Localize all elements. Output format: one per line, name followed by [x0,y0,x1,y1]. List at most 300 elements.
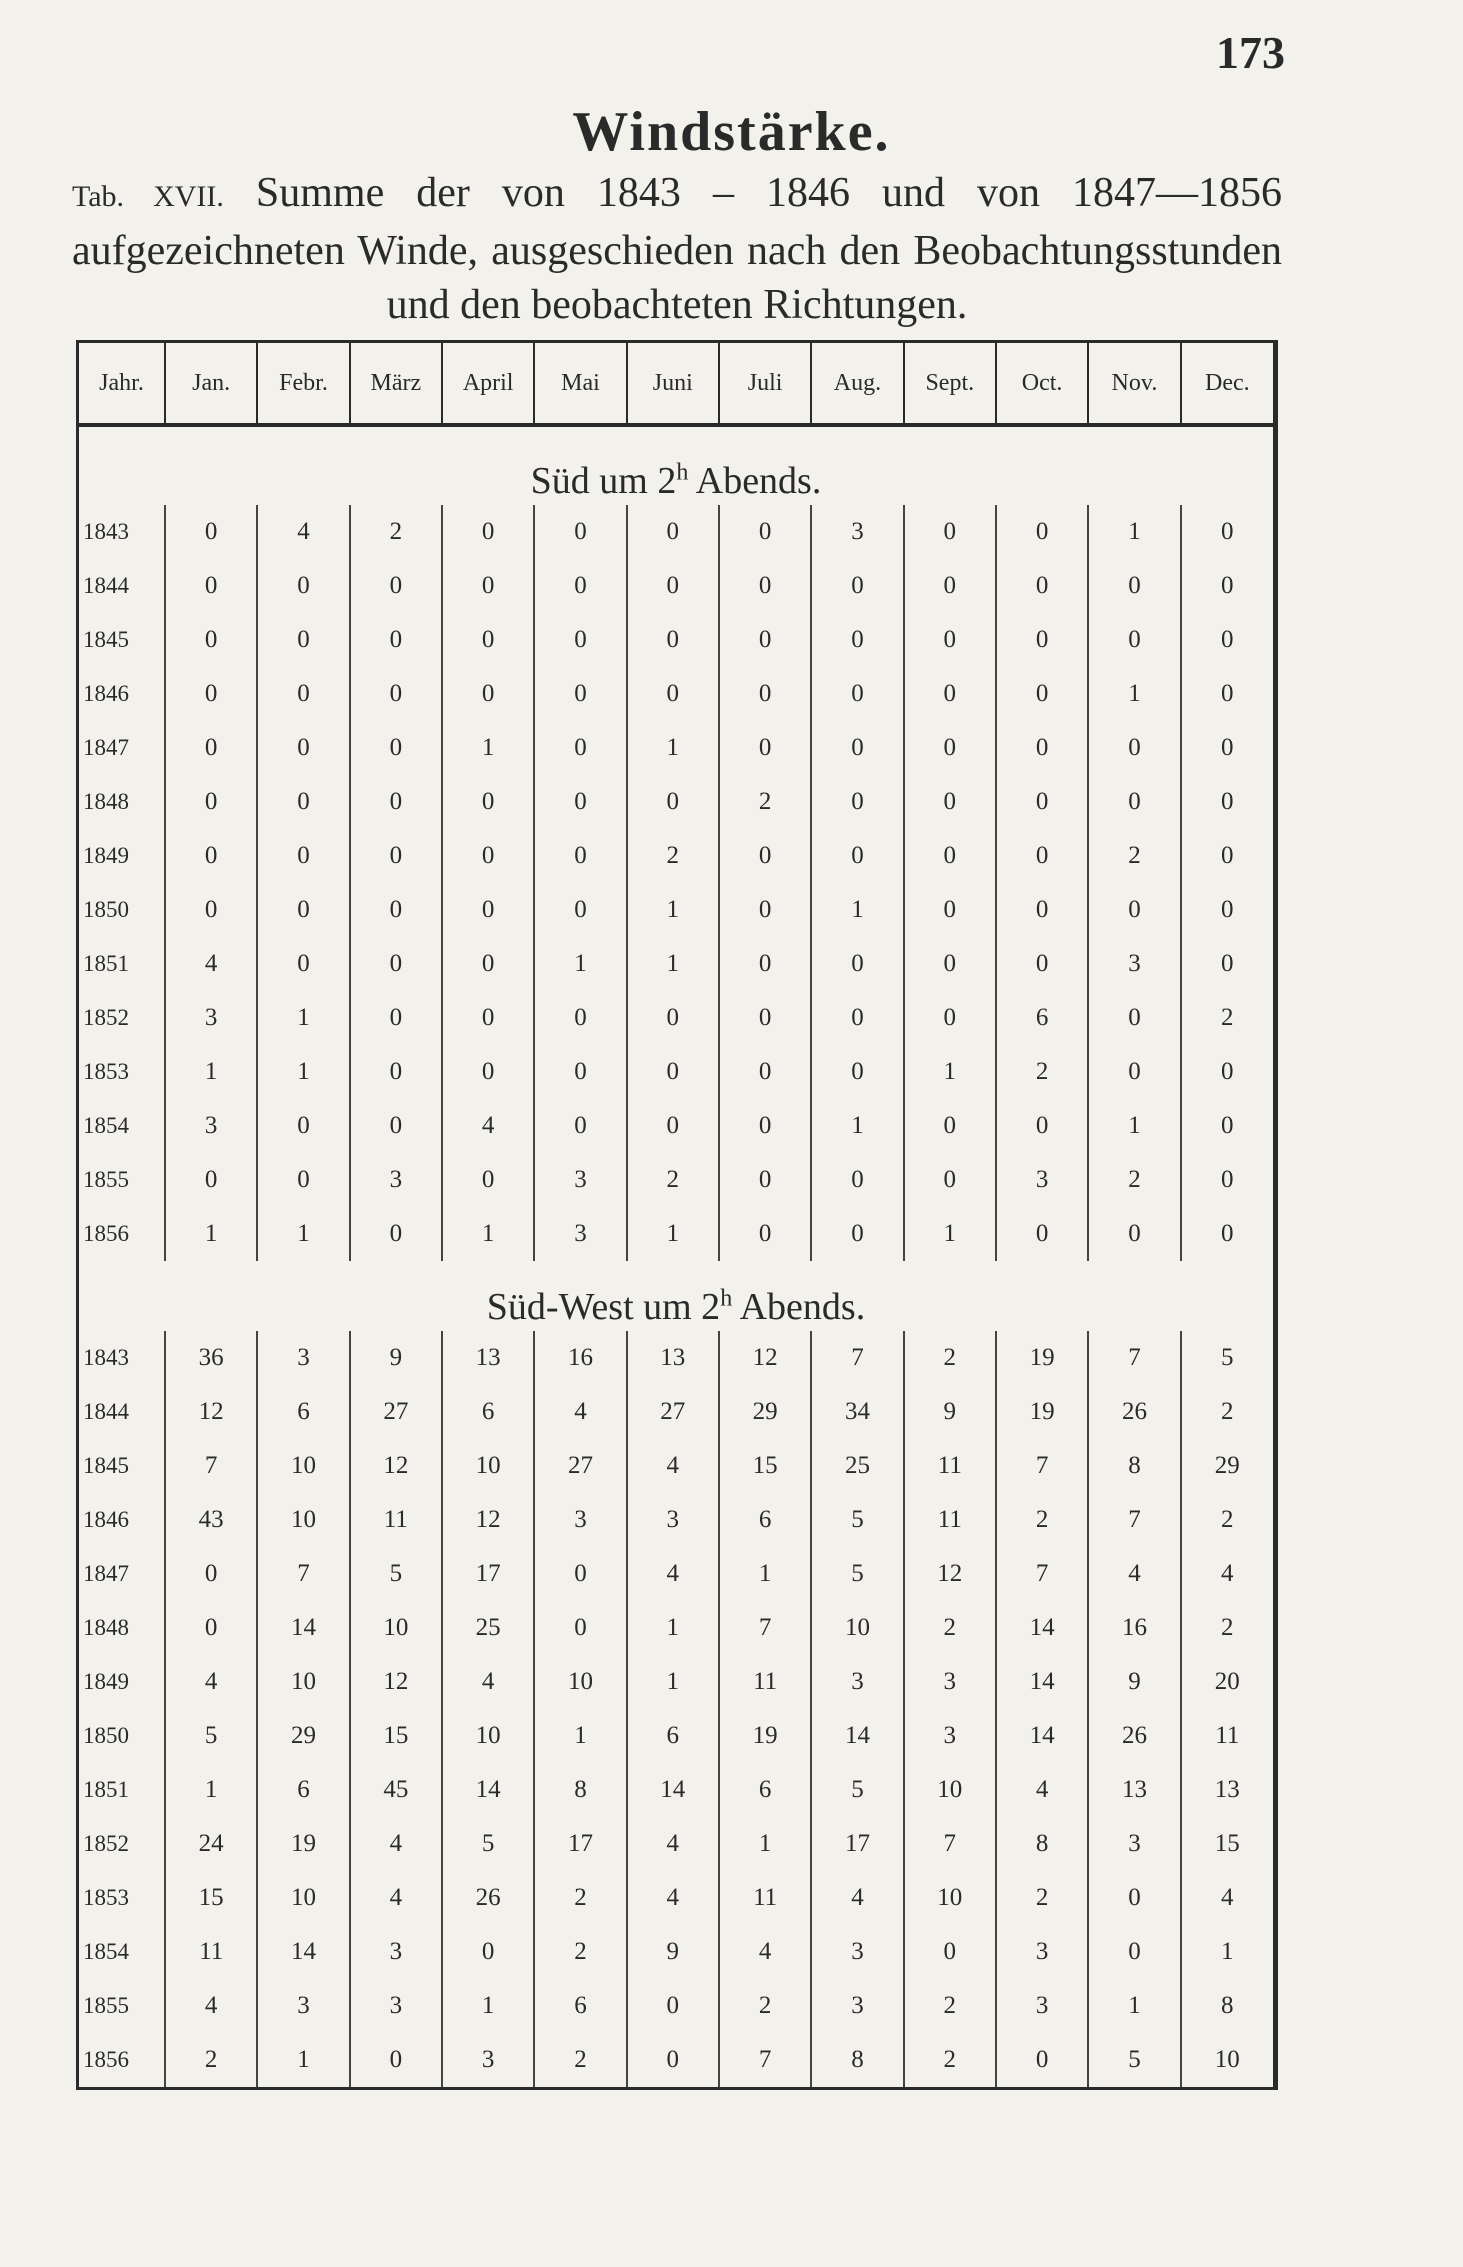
value-cell: 0 [165,775,257,829]
table-row [79,1547,1273,1601]
value-cell: 13 [627,1331,719,1385]
value-cell: 3 [1088,937,1180,991]
value-cell: 3 [811,1979,903,2033]
value-cell: 0 [442,829,534,883]
year-cell: 1852 [79,991,165,1045]
value-cell: 0 [904,1925,996,1979]
table-caption [72,166,1282,332]
table-row [79,1979,1273,2033]
year-cell: 1856 [79,2033,165,2087]
value-cell: 0 [719,1153,811,1207]
value-cell: 7 [996,1547,1088,1601]
value-cell: 19 [996,1385,1088,1439]
value-cell: 3 [350,1925,442,1979]
table-row [79,505,1273,559]
value-cell: 0 [996,721,1088,775]
value-cell: 4 [350,1871,442,1925]
value-cell: 0 [442,1925,534,1979]
value-cell: 0 [1221,572,1234,599]
value-cell: 10 [442,1439,534,1493]
value-cell: 14 [442,1763,534,1817]
value-cell: 1 [257,1045,349,1099]
year-cell: 1848 [79,775,165,829]
value-cell: 17 [811,1817,903,1871]
value-cell: 14 [257,1601,349,1655]
value-cell: 6 [627,1709,719,1763]
value-cell: 0 [442,775,534,829]
value-cell: 4 [350,1817,442,1871]
table-row [79,1871,1273,1925]
value-cell: 1 [442,1979,534,2033]
value-cell: 9 [627,1925,719,1979]
value-cell: 0 [534,1099,626,1153]
value-cell: 0 [350,829,442,883]
value-cell: 0 [1221,1112,1234,1139]
section-title: Süd-West um 2$^h$ Abends. [486,1285,866,1328]
value-cell: 1 [534,937,626,991]
value-cell: 0 [1221,626,1234,653]
value-cell: 5 [165,1709,257,1763]
value-cell: 0 [442,1045,534,1099]
table-row [79,991,1273,1045]
value-cell: 0 [257,937,349,991]
table-row [79,829,1273,883]
value-cell: 3 [257,1331,349,1385]
value-cell: 1 [627,937,719,991]
value-cell: 34 [811,1385,903,1439]
table-row [79,1045,1273,1099]
value-cell: 9 [350,1331,442,1385]
value-cell: 4 [442,1099,534,1153]
column-header: Febr. [257,343,349,425]
value-cell: 0 [1088,883,1180,937]
value-cell: 9 [904,1385,996,1439]
value-cell: 10 [257,1439,349,1493]
value-cell: 0 [627,2033,719,2087]
value-cell: 0 [904,775,996,829]
value-cell: 0 [1221,734,1234,761]
value-cell: 0 [1221,896,1234,923]
value-cell: 7 [257,1547,349,1601]
value-cell: 2 [1221,1398,1234,1425]
value-cell: 27 [350,1385,442,1439]
value-cell: 2 [996,1045,1088,1099]
value-cell: 15 [165,1871,257,1925]
column-header: Oct. [996,343,1088,425]
value-cell: 6 [534,1979,626,2033]
value-cell: 0 [904,937,996,991]
value-cell: 0 [996,667,1088,721]
value-cell: 3 [811,505,903,559]
value-cell: 16 [534,1331,626,1385]
value-cell: 0 [350,1045,442,1099]
value-cell: 8 [1221,1992,1234,2019]
value-cell: 11 [165,1925,257,1979]
value-cell: 0 [165,1547,257,1601]
value-cell: 0 [165,883,257,937]
value-cell: 0 [1088,991,1180,1045]
value-cell: 0 [257,1099,349,1153]
value-cell: 0 [1088,1925,1180,1979]
value-cell: 2 [627,829,719,883]
value-cell: 2 [996,1871,1088,1925]
value-cell: 7 [165,1439,257,1493]
value-cell: 0 [534,721,626,775]
section-heading-row [79,425,1273,505]
value-cell: 12 [442,1493,534,1547]
value-cell: 13 [442,1331,534,1385]
value-cell: 1 [1088,1979,1180,2033]
value-cell: 5 [1088,2033,1180,2087]
table-row [79,1925,1273,1979]
value-cell: 16 [1088,1601,1180,1655]
value-cell: 29 [1214,1452,1240,1479]
value-cell: 2 [534,1925,626,1979]
table-row [79,559,1273,613]
value-cell: 0 [719,667,811,721]
value-cell: 11 [719,1871,811,1925]
value-cell: 24 [165,1817,257,1871]
value-cell: 2 [1088,1153,1180,1207]
column-header: Jan. [165,343,257,425]
value-cell: 0 [534,1547,626,1601]
value-cell: 1 [1221,1938,1234,1965]
table-row [79,1709,1273,1763]
value-cell: 0 [257,667,349,721]
section-heading-row [79,1261,1273,1331]
value-cell: 2 [534,2033,626,2087]
value-cell: 0 [996,883,1088,937]
value-cell: 19 [257,1817,349,1871]
year-cell: 1847 [79,721,165,775]
year-cell: 1850 [79,1709,165,1763]
value-cell: 19 [719,1709,811,1763]
value-cell: 3 [904,1655,996,1709]
value-cell: 1 [257,991,349,1045]
value-cell: 5 [442,1817,534,1871]
value-cell: 1 [904,1207,996,1261]
value-cell: 0 [350,721,442,775]
value-cell: 0 [811,613,903,667]
value-cell: 0 [165,613,257,667]
value-cell: 0 [904,1153,996,1207]
value-cell: 0 [719,1045,811,1099]
value-cell: 26 [1088,1709,1180,1763]
value-cell: 2 [1221,1004,1234,1031]
value-cell: 15 [1214,1830,1240,1857]
value-cell: 0 [165,505,257,559]
value-cell: 29 [257,1709,349,1763]
value-cell: 5 [811,1763,903,1817]
value-cell: 3 [534,1207,626,1261]
table-row [79,667,1273,721]
year-cell: 1847 [79,1547,165,1601]
value-cell: 1 [627,883,719,937]
value-cell: 11 [904,1493,996,1547]
value-cell: 0 [719,505,811,559]
year-cell: 1854 [79,1925,165,1979]
table-row [79,1763,1273,1817]
value-cell: 0 [350,937,442,991]
value-cell: 0 [996,559,1088,613]
value-cell: 1 [165,1207,257,1261]
value-cell: 4 [442,1655,534,1709]
table-row [79,1153,1273,1207]
value-cell: 1 [719,1547,811,1601]
value-cell: 10 [257,1493,349,1547]
value-cell: 12 [719,1331,811,1385]
value-cell: 2 [904,1601,996,1655]
value-cell: 1 [627,721,719,775]
value-cell: 1 [627,1601,719,1655]
value-cell: 0 [996,775,1088,829]
value-cell: 3 [534,1153,626,1207]
value-cell: 0 [534,559,626,613]
value-cell: 13 [1088,1763,1180,1817]
year-cell: 1849 [79,1655,165,1709]
value-cell: 3 [257,1979,349,2033]
value-cell: 0 [165,1153,257,1207]
value-cell: 0 [719,559,811,613]
year-cell: 1849 [79,829,165,883]
value-cell: 6 [257,1385,349,1439]
value-cell: 15 [350,1709,442,1763]
value-cell: 2 [165,2033,257,2087]
value-cell: 1 [1088,667,1180,721]
value-cell: 3 [904,1709,996,1763]
value-cell: 2 [627,1153,719,1207]
value-cell: 0 [996,829,1088,883]
value-cell: 4 [165,1655,257,1709]
value-cell: 0 [719,829,811,883]
value-cell: 0 [811,721,903,775]
value-cell: 1 [1088,1099,1180,1153]
value-cell: 2 [719,1979,811,2033]
value-cell: 1 [442,1207,534,1261]
year-cell: 1856 [79,1207,165,1261]
value-cell: 0 [257,613,349,667]
value-cell: 0 [719,937,811,991]
value-cell: 3 [442,2033,534,2087]
value-cell: 0 [811,667,903,721]
value-cell: 6 [257,1763,349,1817]
value-cell: 0 [904,991,996,1045]
column-header: Dec. [1181,343,1273,425]
value-cell: 0 [165,1601,257,1655]
value-cell: 4 [719,1925,811,1979]
value-cell: 8 [811,2033,903,2087]
table-row [79,1655,1273,1709]
value-cell: 0 [627,613,719,667]
value-cell: 4 [811,1871,903,1925]
value-cell: 14 [627,1763,719,1817]
value-cell: 0 [165,829,257,883]
value-cell: 0 [627,559,719,613]
value-cell: 0 [719,613,811,667]
value-cell: 0 [350,775,442,829]
value-cell: 0 [1088,613,1180,667]
column-header: Jahr. [79,343,165,425]
value-cell: 14 [996,1709,1088,1763]
value-cell: 20 [1214,1668,1240,1695]
value-cell: 0 [1221,788,1234,815]
value-cell: 0 [165,559,257,613]
value-cell: 5 [811,1493,903,1547]
value-cell: 12 [165,1385,257,1439]
value-cell: 0 [350,883,442,937]
value-cell: 0 [904,829,996,883]
value-cell: 0 [350,667,442,721]
year-cell: 1855 [79,1153,165,1207]
value-cell: 3 [165,991,257,1045]
value-cell: 17 [534,1817,626,1871]
value-cell: 0 [1088,559,1180,613]
value-cell: 0 [811,1153,903,1207]
value-cell: 0 [442,667,534,721]
table-row [79,1493,1273,1547]
value-cell: 2 [350,505,442,559]
year-cell: 1843 [79,505,165,559]
year-cell: 1853 [79,1045,165,1099]
table-row [79,1601,1273,1655]
column-header: Juli [719,343,811,425]
value-cell: 0 [1221,1220,1234,1247]
value-cell: 8 [996,1817,1088,1871]
value-cell: 7 [1088,1331,1180,1385]
value-cell: 36 [165,1331,257,1385]
value-cell: 2 [1088,829,1180,883]
value-cell: 0 [442,991,534,1045]
value-cell: 43 [165,1493,257,1547]
value-cell: 7 [719,1601,811,1655]
value-cell: 0 [996,937,1088,991]
caption-text: Summe der von 1843 – 1846 und von 1847—1856 aufgezeichneten Winde, ausgeschieden nach den Beobachtungsstunden und den beobachteten Richtungen. [72,170,1283,328]
value-cell: 12 [350,1439,442,1493]
value-cell: 1 [1088,505,1180,559]
year-cell: 1851 [79,937,165,991]
table-row [79,721,1273,775]
value-cell: 3 [627,1493,719,1547]
year-cell: 1846 [79,1493,165,1547]
value-cell: 0 [996,1207,1088,1261]
value-cell: 26 [1088,1385,1180,1439]
year-cell: 1845 [79,613,165,667]
value-cell: 10 [350,1601,442,1655]
value-cell: 2 [719,775,811,829]
column-header: Sept. [904,343,996,425]
value-cell: 0 [257,559,349,613]
value-cell: 4 [627,1547,719,1601]
value-cell: 11 [904,1439,996,1493]
value-cell: 7 [904,1817,996,1871]
value-cell: 2 [904,1331,996,1385]
value-cell: 7 [996,1439,1088,1493]
value-cell: 15 [719,1439,811,1493]
value-cell: 25 [811,1439,903,1493]
value-cell: 7 [719,2033,811,2087]
value-cell: 0 [165,667,257,721]
value-cell: 3 [350,1153,442,1207]
value-cell: 4 [165,1979,257,2033]
value-cell: 0 [811,1207,903,1261]
value-cell: 3 [996,1979,1088,2033]
year-cell: 1845 [79,1439,165,1493]
value-cell: 10 [257,1871,349,1925]
year-cell: 1850 [79,883,165,937]
value-cell: 8 [1088,1439,1180,1493]
value-cell: 0 [1088,775,1180,829]
value-cell: 4 [165,937,257,991]
value-cell: 9 [1088,1655,1180,1709]
value-cell: 1 [257,1207,349,1261]
value-cell: 25 [442,1601,534,1655]
table-row [79,775,1273,829]
value-cell: 0 [534,991,626,1045]
value-cell: 3 [534,1493,626,1547]
value-cell: 14 [996,1655,1088,1709]
value-cell: 11 [350,1493,442,1547]
year-cell: 1851 [79,1763,165,1817]
value-cell: 1 [811,1099,903,1153]
value-cell: 13 [1214,1776,1240,1803]
value-cell: 0 [534,667,626,721]
value-cell: 0 [904,883,996,937]
value-cell: 7 [811,1331,903,1385]
column-header: April [442,343,534,425]
page-number: 173 [1216,27,1285,78]
value-cell: 4 [1221,1884,1234,1911]
value-cell: 0 [257,721,349,775]
value-cell: 0 [1221,842,1234,869]
value-cell: 0 [996,1099,1088,1153]
value-cell: 0 [996,613,1088,667]
value-cell: 3 [811,1925,903,1979]
table-row [79,2033,1273,2087]
value-cell: 0 [257,883,349,937]
value-cell: 1 [165,1763,257,1817]
value-cell: 11 [719,1655,811,1709]
year-cell: 1855 [79,1979,165,2033]
value-cell: 26 [442,1871,534,1925]
column-header: Juni [627,343,719,425]
value-cell: 5 [350,1547,442,1601]
value-cell: 12 [350,1655,442,1709]
value-cell: 0 [257,775,349,829]
value-cell: 6 [442,1385,534,1439]
value-cell: 0 [811,829,903,883]
value-cell: 0 [534,505,626,559]
value-cell: 0 [904,1099,996,1153]
value-cell: 4 [627,1439,719,1493]
value-cell: 0 [904,721,996,775]
value-cell: 0 [1088,1045,1180,1099]
value-cell: 0 [1221,1166,1234,1193]
table-row [79,883,1273,937]
year-cell: 1848 [79,1601,165,1655]
value-cell: 4 [1221,1560,1234,1587]
wind-table [76,340,1278,2090]
value-cell: 3 [165,1099,257,1153]
value-cell: 0 [1221,1058,1234,1085]
page-title: Windstärke. [572,101,891,163]
value-cell: 3 [996,1925,1088,1979]
value-cell: 0 [534,1045,626,1099]
value-cell: 11 [1215,1722,1240,1749]
table-row [79,1385,1273,1439]
value-cell: 4 [627,1817,719,1871]
value-cell: 0 [350,991,442,1045]
value-cell: 0 [534,883,626,937]
